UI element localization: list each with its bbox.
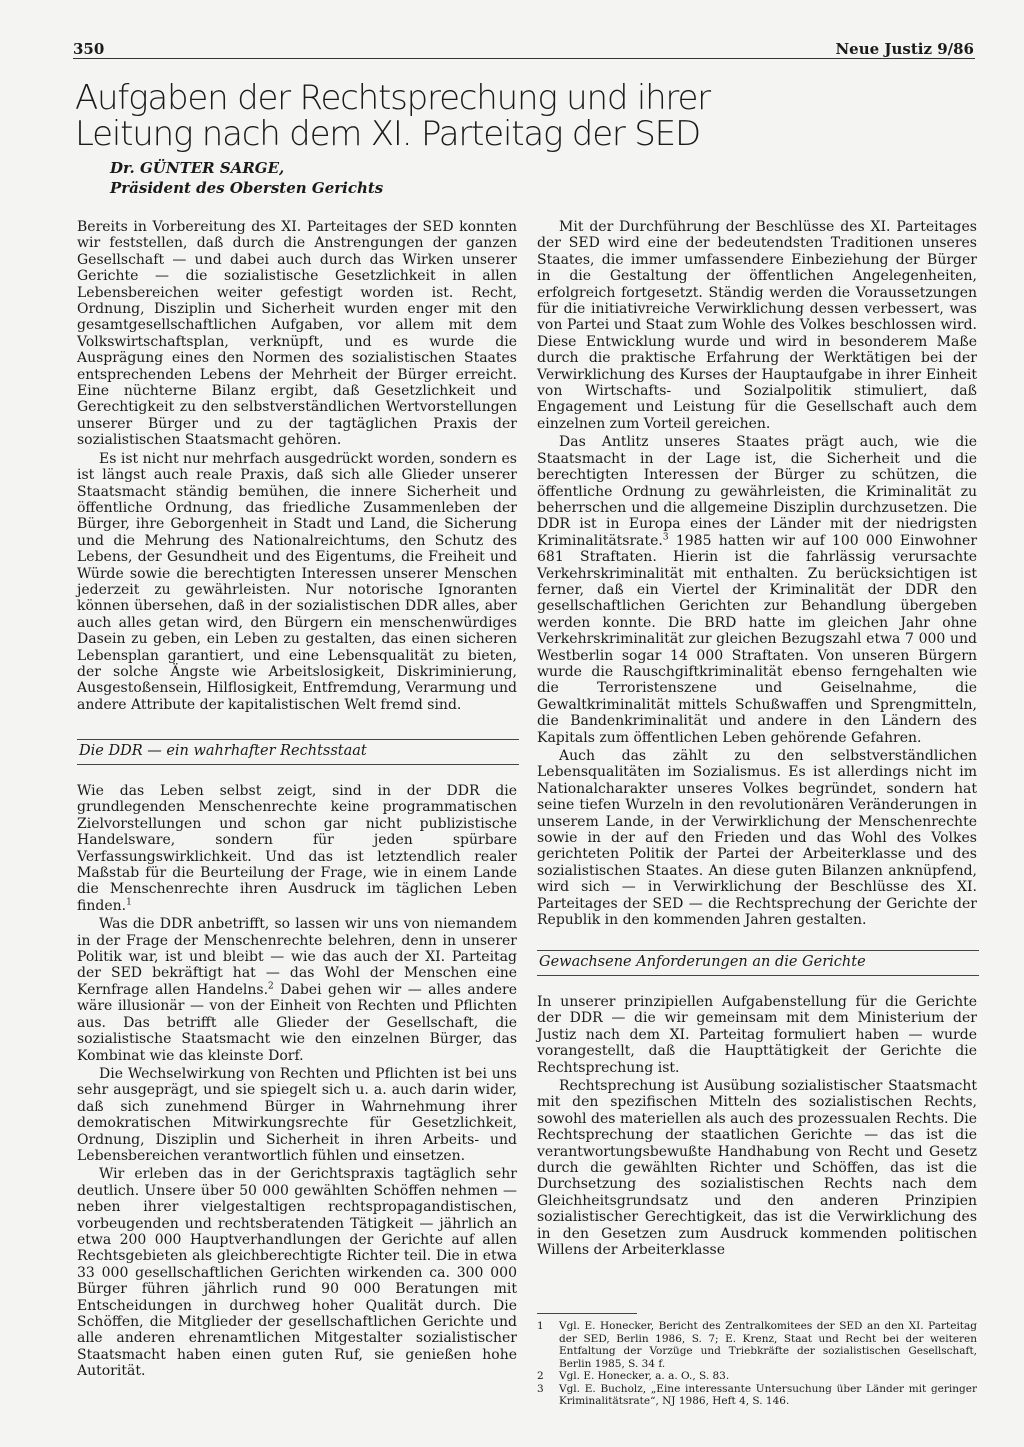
paragraph: Rechtsprechung ist Ausübung sozialistischer Staatsmacht mit den spezifischen Mitteln des sozialistischen Rechts, sowohl des materiellen als auch des prozessualen Rechts. Die Rechtsprechung der staatlichen Gerichte — das ist die verantwortungsbewußte Handhabung von Recht und Gesetz durch die gewählten Richter und Schöffen, das ist die Durchsetzung des sozialistischen Rechts nach dem Gleichheitsgrundsatz und den anderen Prinzipien sozialistischer Gerechtigkeit, das ist die Verwirklichung des in den Gesetzen zum Ausdruck kommenden politischen Willens der Arbeiterklasse <box>537 1078 977 1259</box>
right-column-section <box>537 994 977 1261</box>
header-rule <box>73 58 975 59</box>
section-heading: Gewachsene Anforderungen an die Gerichte <box>537 950 979 976</box>
paragraph-text: Wie das Leben selbst zeigt, sind in der DDR die grundlegenden Menschenrechte keine programmatischen Zielvorstellungen und schon gar nicht publizistische Handelsware, sondern für jeden spürbare Verfassungswirklichkeit. Und das ist letztendlich realer Maßstab für die Beurteilung der Frage, wie in einem Lande die Menschenrechte ihren Ausdruck im täglichen Leben finden. <box>77 783 517 914</box>
footnote <box>537 1320 977 1370</box>
footnote-ref: 2 <box>268 981 274 992</box>
paragraph: Es ist nicht nur mehrfach ausgedrückt worden, sondern es ist längst auch reale Praxis, daß sich alle Glieder unserer Staatsmacht ständig bemühen, die innere Sicherheit und öffentliche Ordnung, das friedliche Zusammenleben der Bürger, ihre Geborgenheit in Stadt und Land, die Sicherung und die Mehrung des Nationalreichtums, den Schutz des Lebens, der Gesundheit und des Eigentums, die Freiheit und Würde sowie die berechtigten Interessen unserer Menschen jederzeit zu gewährleisten. Nur notorische Ignoranten können übersehen, daß in der sozialistischen DDR alles, aber auch alles getan wird, den Bürgern ein menschenwürdiges Dasein zu geben, ein Leben zu gestalten, das einen sicheren Lebensplan garantiert, und eine Lebensqualität zu bieten, der solche Ängste wie Arbeitslosigkeit, Diskriminierung, Ausgestoßensein, Hilflosigkeit, Entfremdung, Verarmung und andere Attribute der kapitalistischen Welt fremd sind. <box>77 450 517 713</box>
paragraph: Die Wechselwirkung von Rechten und Pflichten ist bei uns sehr ausgeprägt, und sie spiegelt sich u. a. auch darin wider, daß sich zunehmend Bürger in Wahrnehmung ihrer demokratischen Mitwirkungsrechte für Gesetzlichkeit, Ordnung, Disziplin und Sicherheit in ihren Arbeits- und Lebensbereichen verantwortlich fühlen und einsetzen. <box>77 1065 517 1164</box>
paragraph <box>537 434 977 746</box>
paragraph <box>77 783 517 914</box>
footnote-number: 3 <box>537 1382 544 1395</box>
footnote-ref: 1 <box>126 897 132 908</box>
footnote <box>537 1370 977 1383</box>
author-role: Präsident des Obersten Gerichts <box>110 179 384 197</box>
footnote-text: Vgl. E. Honecker, Bericht des Zentralkomitees der SED an den XI. Parteitag der SED, Berlin 1986, S. 7; E. Krenz, Staat und Recht bei der weiteren Entfaltung der Vorzüge und Triebkräfte der sozialistischen Gesellschaft, Berlin 1985, S. 34 f. <box>559 1320 977 1370</box>
page-number: 350 <box>73 40 105 58</box>
paragraph-text: Das Antlitz unseres Staates prägt auch, wie die Staatsmacht in der Lage ist, die Sicherheit und die berechtigten Interessen der Bürger zu schützen, die öffentliche Ordnung zu gewährleisten, die Kriminalität zu beherrschen und die allgemeine Disziplin durchzusetzen. Die DDR ist in Europa eines der Länder mit der niedrigsten Kriminalitätsrate. <box>537 434 977 549</box>
section-heading: Die DDR — ein wahrhafter Rechtsstaat <box>77 739 519 765</box>
paragraph: Wir erleben das in der Gerichtspraxis tagtäglich sehr deutlich. Unsere über 50 000 gewählten Schöffen nehmen — neben ihrer vielgestaltigen rechtspropagandistischen, vorbeugenden und rechtsberatenden Tätigkeit — jährlich an etwa 200 000 Hauptverhandlungen der Gerichte auf allen Rechtsgebieten als gleichberechtigte Richter teil. Die in etwa 33 000 gesellschaftlichen Gerichten wirkenden ca. 300 000 Bürger führen jährlich rund 90 000 Beratungen mit Entscheidungen in durchweg hoher Qualität durch. Die Schöffen, die Mitglieder der gesellschaftlichen Gerichte und alle anderen ehrenamtlichen Mitgestalter sozialistischer Staatsmacht haben einen guten Ruf, sie genießen hohe Autorität. <box>77 1166 517 1380</box>
footnote-ref: 3 <box>662 532 669 543</box>
paragraph: Mit der Durchführung der Beschlüsse des XI. Parteitages der SED wird eine der bedeutendsten Traditionen unseres Staates, die immer umfassendere Einbeziehung der Bürger in die Gestaltung der öffentlichen Angelegenheiten, erfolgreich fortgesetzt. Ständig werden die Voraussetzungen für die initiativreiche Verwirklichung dessen verbessert, was von Partei und Staat zum Wohle des Volkes beschlossen wird. Diese Entwicklung wurde und wird in besonderem Maße durch die praktische Erfahrung der Werktätigen bei der Verwirklichung des Kurses der Hauptaufgabe in ihrer Einheit von Wirtschafts- und Sozialpolitik stimuliert, daß Engagement und Leistung für die Gesellschaft auch dem einzelnen zum Vorteil gereichen. <box>537 219 977 432</box>
left-column-intro <box>77 219 517 715</box>
paragraph-text: Was die DDR anbetrifft, so lassen wir uns von niemandem in der Frage der Menschenrechte belehren, denn in unserer Politik war, ist und bleibt — wie das auch der XI. Parteitag der SED bekräftigt hat — das Wohl der Menschen eine Kernfrage allen Handelns. <box>77 916 517 998</box>
article-title: Aufgaben der Rechtsprechung und ihrer Leitung nach dem XI. Parteitag der SED <box>75 78 710 154</box>
footnote-number: 1 <box>537 1320 544 1332</box>
paragraph-text: Dabei gehen wir — alles andere wäre illusionär — von der Einheit von Rechten und Pflichten aus. Das betrifft alle Glieder der Gesellschaft, die sozialistische Staatsmacht wie den einzelnen Bürger, das Kombinat wie das kleinste Dorf. <box>77 981 518 1064</box>
paragraph <box>77 916 517 1064</box>
paragraph: Bereits in Vorbereitung des XI. Parteitages der SED konnten wir feststellen, daß durch die Anstrengungen der ganzen Gesellschaft — und dabei auch durch das Wirken unserer Gerichte — die sozialistische Gesetzlichkeit in allen Lebensbereichen weiter gefestigt worden ist. Recht, Ordnung, Disziplin und Sicherheit wurden enger mit den gesamtgesellschaftlichen Aufgaben, vor allem mit dem Volkswirtschaftsplan, verknüpft, und es wurde die Ausprägung eines den Normen des sozialistischen Staates entsprechenden Lebens der Mehrheit der Bürger erreicht. Eine nüchterne Bilanz ergibt, daß Gesetzlichkeit und Gerechtigkeit zu den selbstverständlichen Wertvorstellungen unserer Bürger und zu der tagtäglichen Praxis der sozialistischen Staatsmacht gehören. <box>77 219 517 449</box>
right-column-intro <box>537 219 977 930</box>
author-block <box>110 158 383 198</box>
footnote-text: Vgl. E. Honecker, a. a. O., S. 83. <box>559 1370 730 1382</box>
footnote <box>537 1383 977 1408</box>
footnote-rule <box>537 1313 637 1314</box>
footnotes <box>537 1320 977 1408</box>
footnote-number: 2 <box>537 1370 544 1382</box>
footnote-text: Vgl. E. Bucholz, „Eine interessante Untersuchung über Länder mit geringer Kriminalitätsrate“, NJ 1986, Heft 4, S. 146. <box>559 1382 977 1407</box>
paragraph: Auch das zählt zu den selbstverständlichen Lebensqualitäten im Sozialismus. Es ist allerdings nicht im Nationalcharakter unseres Volkes begründet, sondern hat seine tiefen Wurzeln in den revolutionären Veränderungen in unserem Lande, in der Verwirklichung der Menschenrechte sowie in der auf den Frieden und das Wohl des Volkes gerichteten Politik der Partei der Arbeiterklasse und des sozialistischen Staates. An diese guten Bilanzen anknüpfend, wird sich — in Verwirklichung der Beschlüsse des XI. Parteitages der SED — die Rechtsprechung der Gerichte der Republik in den kommenden Jahren gestalten. <box>537 748 977 929</box>
author-name: Dr. GÜNTER SARGE, <box>110 159 285 177</box>
paragraph: In unserer prinzipiellen Aufgabenstellung für die Gerichte der DDR — die wir gemeinsam mit dem Ministerium der Justiz nach dem XI. Parteitag formuliert haben — wurde vorangestellt, daß die Haupttätigkeit der Gerichte die Rechtsprechung ist. <box>537 994 977 1076</box>
left-column-section <box>77 783 517 1382</box>
journal-issue: Neue Justiz 9/86 <box>835 40 974 58</box>
paragraph-text: 1985 hatten wir auf 100 000 Einwohner 681 Straftaten. Hierin ist die fahrlässig verursachte Verkehrskriminalität mit enthalten. Zu berücksichtigen ist ferner, daß ein Viertel der Kriminalität der DDR den gesellschaftlichen Gerichten zur Behandlung übergeben werden konnte. Die BRD hatte im gleichen Jahr ohne Verkehrskriminalität zur gleichen Bezugszahl etwa 7 000 und Westberlin sogar 14 000 Straftaten. Von unseren Bürgern wurde die Rauschgiftkriminalität ebenso ferngehalten wie die Terroristenszene und Geiselnahme, die Gewaltkriminalität mittels Schußwaffen und Sprengmitteln, die Bandenkriminalität und andere in den Ländern des Kapitals zum öffentlichen Leben gehörende Gefahren. <box>537 532 978 746</box>
